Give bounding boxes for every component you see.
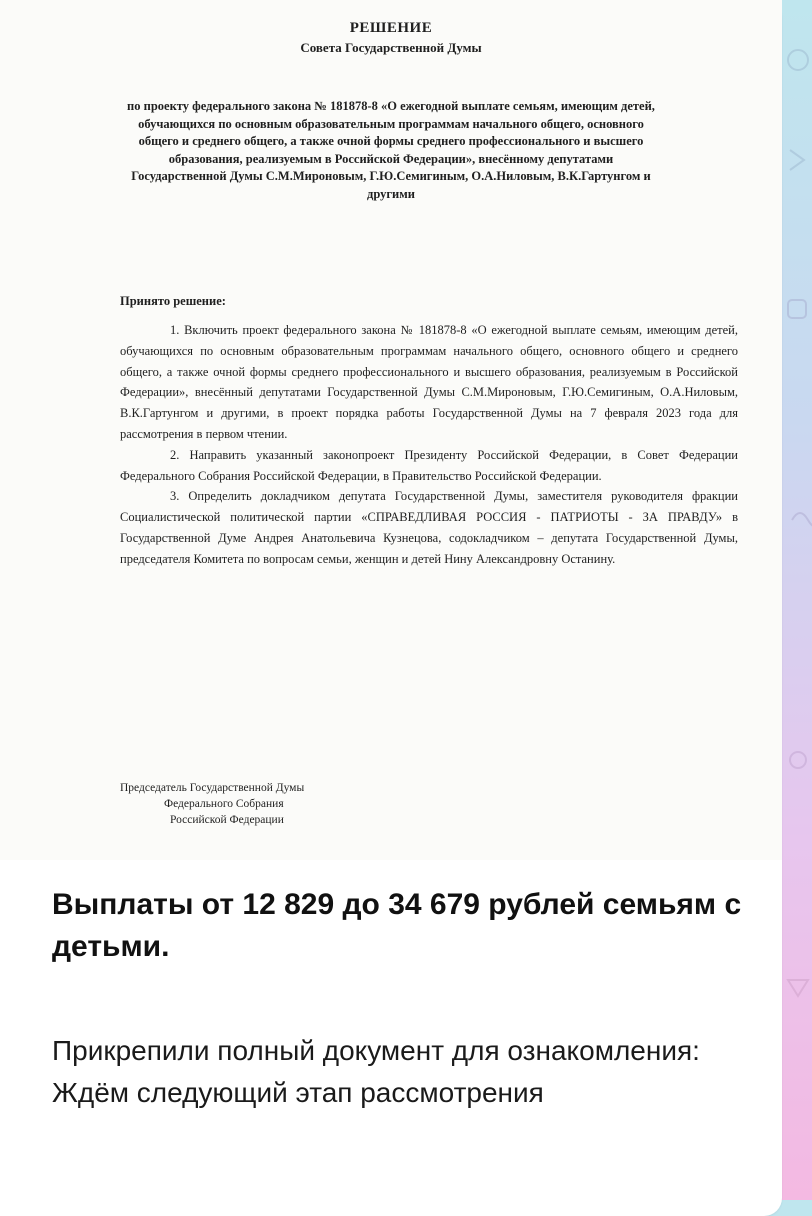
signature-line-1: Председатель Государственной Думы (120, 782, 305, 794)
message-headline: Выплаты от 12 829 до 34 679 рублей семьям с детьми. (52, 888, 742, 963)
document-body (120, 320, 738, 570)
message-note: Прикрепили полный документ для ознакомления: Ждём следующий этап рассмотрения (52, 1035, 700, 1108)
document-paragraph-1: 1. Включить проект федерального закона № 181878-8 «О ежегодной выплате семьям, имеющим детей, обучающихся по основным образовательным программам начального общего, основного общего и среднего общего, а также очной формы среднего профессионального и высшего образования, реализуемым в Российской Федерации», внесённый депутатами Государственной Думы С.М.Мироновым, Г.Ю.Семигиным, О.А.Ниловым, В.К.Гартунгом и другими, в проект порядка работы Государственной Думы на 7 февраля 2023 года для рассмотрения в первом чтении. (120, 323, 738, 441)
document-paragraph-3: 3. Определить докладчиком депутата Государственной Думы, заместителя руководителя фракции Социалистической политической партии «СПРАВЕДЛИВАЯ РОССИЯ - ПАТРИОТЫ - ЗА ПРАВДУ» в Государственной Думе Андрея Анатольевича Кузнецова, содокладчиком – депутата Государственной Думы, председателя Комитета по вопросам семьи, женщин и детей Нину Александровну Останину. (120, 489, 738, 566)
document-subject: по проекту федерального закона № 181878-8 «О ежегодной выплате семьям, имеющим детей, обучающихся по основным образовательным программам начального общего, основного общего и среднего общего, а также очной формы среднего профессионального и высшего образования, реализуемым в Российской Федерации», внесённому депутатами Государственной Думы С.М.Мироновым, Г.Ю.Семигиным, О.А.Ниловым, В.К.Гартунгом и другими (127, 99, 655, 201)
document-title: РЕШЕНИЕ (349, 20, 433, 36)
signature-line-2: Федерального Собрания (164, 798, 284, 810)
document-paragraph-2: 2. Направить указанный законопроект Президенту Российской Федерации, в Совет Федерации Федерального Собрания Российской Федерации, в Правительство Российской Федерации. (120, 447, 738, 483)
document-council: Совета Государственной Думы (300, 40, 482, 55)
document-signature (120, 780, 304, 828)
signature-line-3: Российской Федерации (170, 814, 284, 826)
document-accepted-label: Принято решение: (120, 294, 226, 308)
